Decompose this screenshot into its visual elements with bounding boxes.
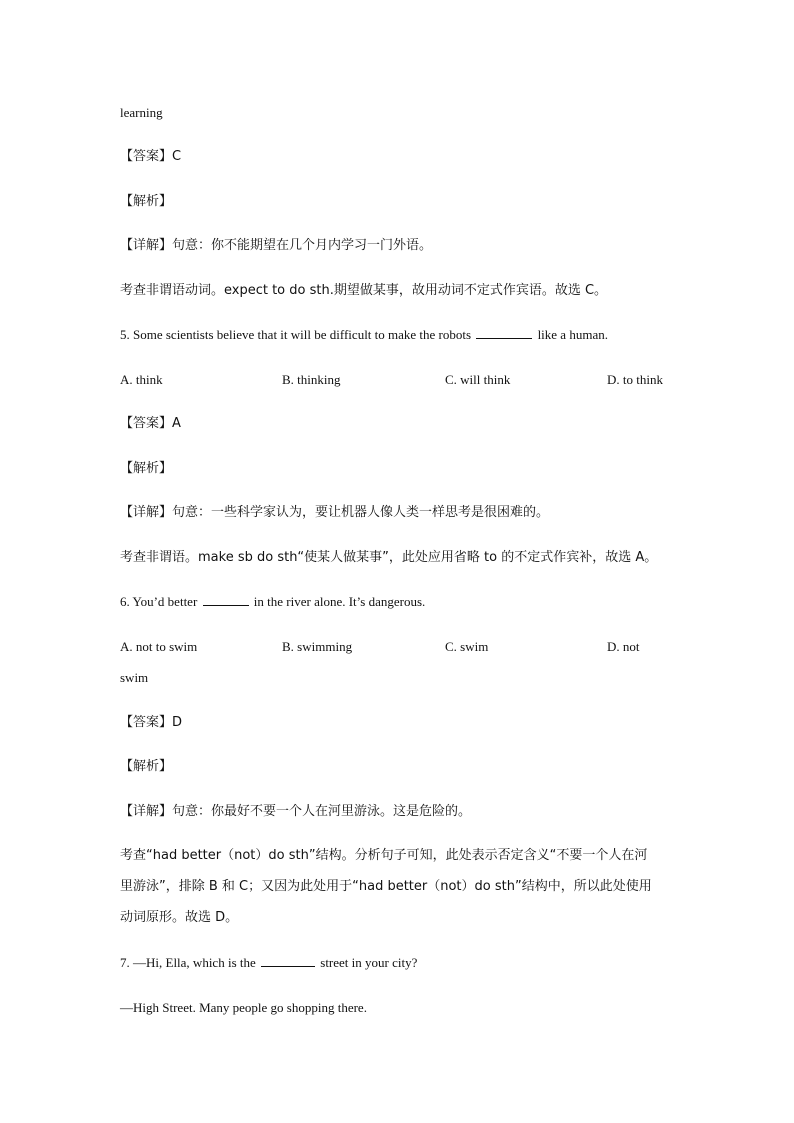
answer-blank xyxy=(261,954,315,967)
answer-tag: 【答案】 xyxy=(120,149,173,164)
q6-option-c: C. swim xyxy=(445,639,489,654)
stem-before: 5. Some scientists believe that it will be difficult to make the robots xyxy=(120,327,472,342)
q6-explanation-line-1: 考查“had better（not）do sth”结构。分析句子可知，此处表示否定含义“不要一个人在河 xyxy=(120,848,648,863)
stem-after: street in your city? xyxy=(320,955,418,970)
q5-option-a: A. think xyxy=(120,372,163,387)
q5-stem xyxy=(120,326,608,344)
previous-option-tail: learning xyxy=(120,105,163,120)
stem-after: like a human. xyxy=(537,327,608,342)
q6-option-b: B. swimming xyxy=(282,639,353,654)
detail-tag: 【详解】 xyxy=(120,238,173,253)
q5-option-d: D. to think xyxy=(607,372,663,387)
q4-answer xyxy=(120,148,181,166)
detail-text: 句意：你最好不要一个人在河里游泳。这是危险的。 xyxy=(172,804,472,819)
answer-blank xyxy=(203,593,249,606)
answer-value: C xyxy=(172,149,182,164)
detail-tag: 【详解】 xyxy=(120,804,173,819)
stem-after: in the river alone. It’s dangerous. xyxy=(253,594,426,609)
q4-detail xyxy=(120,237,432,255)
q5-option-c: C. will think xyxy=(445,372,511,387)
q7-stem xyxy=(120,954,417,972)
q6-option-d: D. not xyxy=(607,639,640,654)
q6-explanation-line-3: 动词原形。故选 D。 xyxy=(120,910,239,925)
stem-before: 6. You’d better xyxy=(120,594,198,609)
q5-detail xyxy=(120,504,549,522)
stem-before: 7. —Hi, Ella, which is the xyxy=(120,955,256,970)
answer-tag: 【答案】 xyxy=(120,715,173,730)
detail-text: 句意：你不能期望在几个月内学习一门外语。 xyxy=(172,238,433,253)
q5-explanation: 考查非谓语。make sb do sth“使某人做某事”，此处应用省略 to 的不定式作宾补，故选 A。 xyxy=(120,550,658,565)
q5-answer xyxy=(120,415,181,433)
q4-analysis-tag: 【解析】 xyxy=(120,194,173,209)
answer-value: D xyxy=(172,715,183,730)
answer-blank xyxy=(476,326,532,339)
q6-detail xyxy=(120,803,471,821)
q6-option-d-wrap: swim xyxy=(120,670,149,685)
q5-option-b: B. thinking xyxy=(282,372,341,387)
answer-tag: 【答案】 xyxy=(120,416,173,431)
detail-tag: 【详解】 xyxy=(120,505,173,520)
q6-analysis-tag: 【解析】 xyxy=(120,759,173,774)
q5-analysis-tag: 【解析】 xyxy=(120,461,173,476)
detail-text: 句意：一些科学家认为，要让机器人像人类一样思考是很困难的。 xyxy=(172,505,550,520)
q4-explanation: 考查非谓语动词。expect to do sth.期望做某事，故用动词不定式作宾语。故选 C。 xyxy=(120,283,608,298)
q6-stem xyxy=(120,593,425,611)
q6-answer xyxy=(120,714,182,732)
answer-value: A xyxy=(172,416,181,431)
q6-option-a: A. not to swim xyxy=(120,639,198,654)
q6-explanation-line-2: 里游泳”，排除 B 和 C；又因为此处用于“had better（not）do sth”结构中，所以此处使用 xyxy=(120,879,652,894)
q7-reply: —High Street. Many people go shopping there. xyxy=(120,1000,367,1015)
